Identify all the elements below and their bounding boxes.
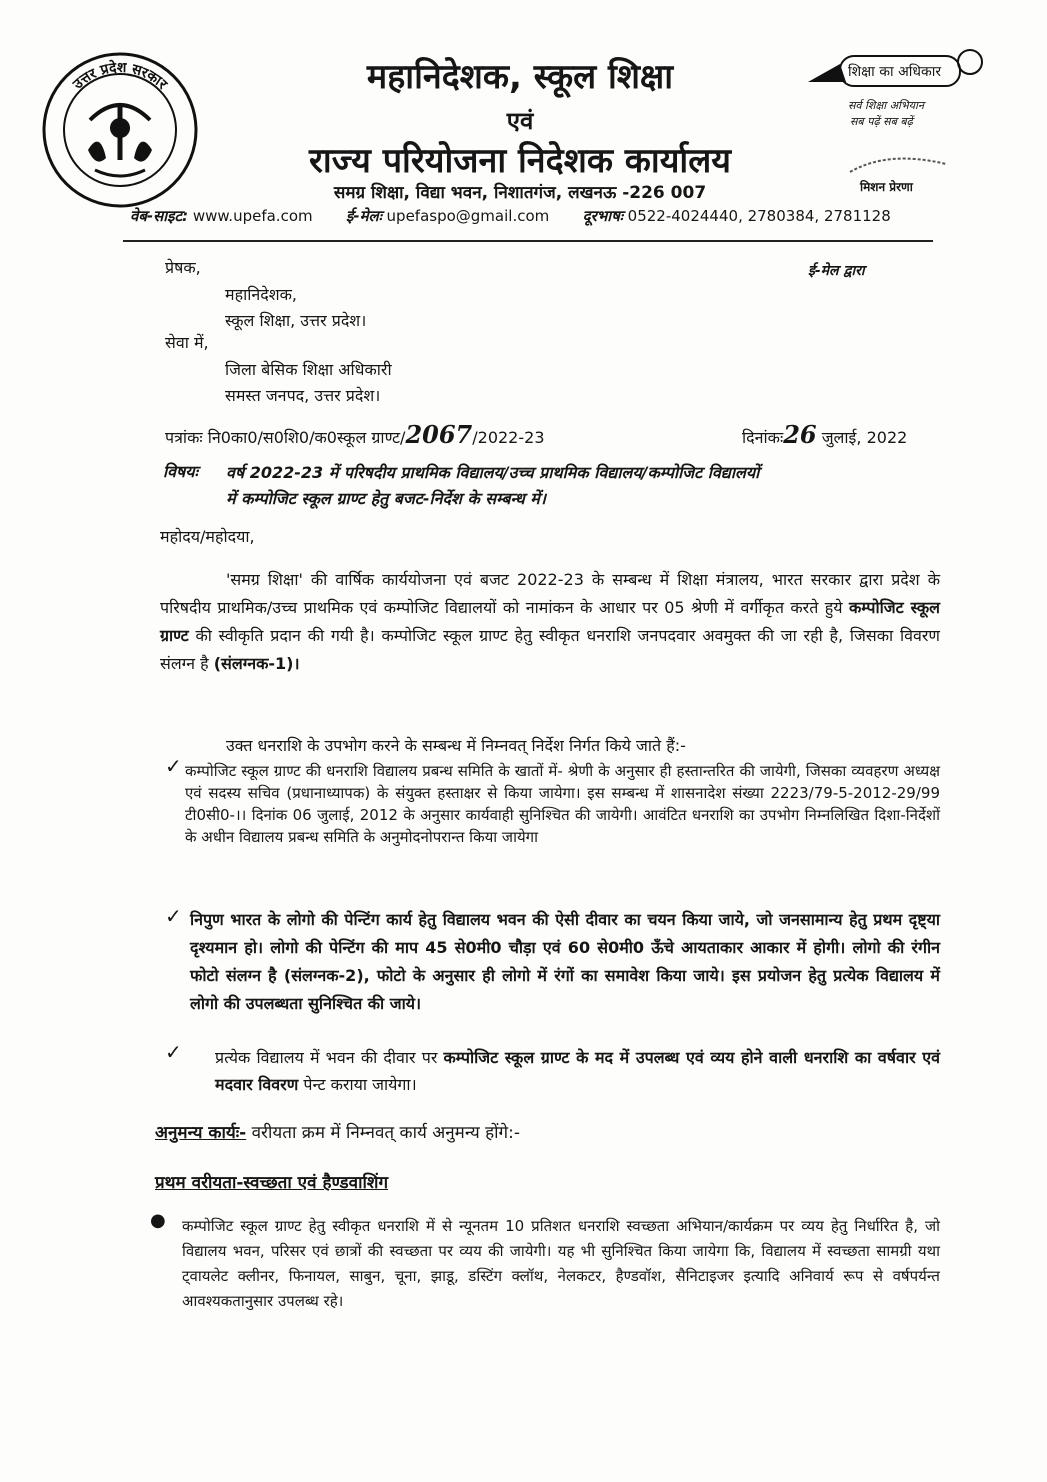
directive-item-1: कम्पोजिट स्कूल ग्राण्ट की धनराशि विद्यालय प्रबन्ध समिति के खातों में- श्रेणी के अनुसार ही हस्तान्तरित की जायेगी, जिसका व्यवहरण अध्यक्ष एवं सदस्य सचिव (प्रधानाध्यापक) के संयुक्त हस्ताक्षर से किया जायेगा। इस सम्बन्ध में शासनादेश संख्या 2223/79-5-2012-29/99 टी0सी0-।। दिनांक 06 जुलाई, 2012 के अनुसार कार्यवाही सुनिश्चित की जायेगी। आवंटित धनराशि का उपभोग निम्नलिखित दिशा-निर्देशों के अधीन विद्यालय प्रबन्ध समिति के अनुमोदनोपरान्त किया जायेगा	[185, 762, 940, 846]
para1-annex: (संलग्नक-1)।	[213, 654, 300, 673]
date-line	[742, 422, 907, 451]
office-title-line1: महानिदेशक, स्कूल शिक्षा	[366, 57, 674, 97]
permissible-text: वरीयता क्रम में निम्नवत् कार्य अनुमन्य होंगे:-	[251, 1123, 520, 1143]
check-icon: ✓	[165, 1040, 182, 1064]
up-govt-emblem	[40, 50, 200, 210]
sarva-line1: सर्व शिक्षा अभियान	[848, 99, 924, 112]
sender-label: प्रेषक,	[165, 258, 201, 277]
mission-prerna-swoosh-icon	[848, 150, 948, 180]
permissible-label: अनुमन्य कार्यः-	[155, 1123, 247, 1143]
directive-item-3	[215, 1044, 940, 1098]
phone-number: 0522-4024440, 2780384, 2781128	[627, 207, 891, 225]
recipient-line2: समस्त जनपद, उत्तर प्रदेश।	[225, 386, 381, 405]
ref-label: पत्रांकः	[165, 428, 203, 447]
header-divider	[123, 240, 933, 242]
item3-text-a: प्रत्येक विद्यालय में भवन की दीवार पर	[215, 1048, 438, 1067]
permissible-works	[155, 1120, 520, 1143]
website-link[interactable]: www.upefa.com	[192, 207, 313, 225]
priority1-heading: प्रथम वरीयता-स्वच्छता एवं हैण्डवाशिंग	[155, 1173, 389, 1193]
salutation: महोदय/महोदया,	[160, 527, 255, 546]
office-title-line2: एवं	[506, 107, 534, 135]
sarva-line2: सब पढ़ें सब बढ़ें	[850, 115, 913, 128]
check-icon: ✓	[165, 754, 182, 778]
date-rest: जुलाई, 2022	[821, 428, 908, 447]
ref-number-handwritten: 2067	[405, 420, 473, 449]
recipient-label: सेवा में,	[165, 333, 209, 352]
sarva-bubble-text: शिक्षा का अधिकार	[848, 64, 942, 80]
recipient-line1: जिला बेसिक शिक्षा अधिकारी	[225, 360, 392, 379]
item3-bold: कम्पोजिट स्कूल ग्राण्ट के मद में उपलब्ध एवं व्यय होने वाली धनराशि का वर्षवार एवं मदवार विवरण	[215, 1048, 940, 1094]
svg-text:उत्तर प्रदेश सरकार: उत्तर प्रदेश सरकार	[70, 59, 171, 93]
date-day-handwritten: 26	[783, 420, 817, 449]
para1-text-b: की स्वीकृति प्रदान की गयी है। कम्पोजिट स्कूल ग्राण्ट हेतु स्वीकृत धनराशि जनपदवार अवमुक्त की जा रही है, जिसका विवरण संलग्न है	[160, 626, 940, 673]
sender-line2: स्कूल शिक्षा, उत्तर प्रदेश।	[225, 311, 367, 330]
email-label: ई-मेलः	[346, 207, 382, 225]
directive-item-2: निपुण भारत के लोगो की पेन्टिंग कार्य हेतु विद्यालय भवन की ऐसी दीवार का चयन किया जाये, जो जनसामान्य हेतु प्रथम दृष्ट्या दृश्यमान हो। लोगो की पेन्टिंग की माप 45 से0मी0 चौड़ा एवं 60 से0मी0 ऊँचे आयताकार आकार में होगी। लोगो की रंगीन फोटो संलग्न है (संलग्नक-2), फोटो के अनुसार ही लोगो में रंगों का समावेश किया जाये। इस प्रयोजन हेतु प्रत्येक विद्यालय में लोगो की उपलब्धता सुनिश्चित की जाये।	[190, 910, 940, 1013]
subject-text	[226, 460, 941, 512]
paragraph-1	[160, 566, 940, 678]
reference-line	[165, 422, 545, 451]
subject-line2: में कम्पोजिट स्कूल ग्राण्ट हेतु बजट-निर्देश के सम्बन्ध में।	[226, 489, 546, 508]
priority1-bullet: कम्पोजिट स्कूल ग्राण्ट हेतु स्वीकृत धनराशि में से न्यूनतम 10 प्रतिशत धनराशि स्वच्छता अभियान/कार्यक्रम पर व्यय हेतु निर्धारित है, जो विद्यालय भवन, परिसर एवं छात्रों की स्वच्छता पर व्यय की जायेगी। यह भी सुनिश्चित किया जायेगा कि, विद्यालय में स्वच्छता सामग्री यथा ट्वायलेट क्लीनर, फिनायल, साबुन, चूना, झाडू, डस्टिंग क्लॉथ, नेलकटर, हैण्डवॉश, सैनिटाइजर इत्यादि अनिवार्य रूप से वर्षपर्यन्त आवश्यकतानुसार उपलब्ध रहे।	[182, 1217, 940, 1310]
ref-prefix: नि0का0/स0शि0/क0स्कूल ग्राण्ट/	[207, 428, 406, 447]
delivery-mode: ई-मेल द्वारा	[808, 263, 865, 279]
right-logos	[800, 42, 1000, 212]
mission-prerna-text: मिशन प्रेरणा	[860, 180, 913, 194]
office-title-line3: राज्य परियोजना निदेशक कार्यालय	[308, 141, 732, 181]
subject-label: विषयः	[163, 462, 198, 481]
para1-text-a: 'समग्र शिक्षा' की वार्षिक कार्ययोजना एवं बजट 2022-23 के सम्बन्ध में शिक्षा मंत्रालय, भारत सरकार द्वारा प्रदेश के परिषदीय प्राथमिक/उच्च प्राथमिक एवं कम्पोजिट विद्यालयों को नामांकन के आधार पर 05 श्रेणी में वर्गीकृत करते हुये	[160, 570, 940, 617]
date-label: दिनांकः	[742, 428, 784, 447]
bullet-icon: ●	[150, 1210, 166, 1231]
phone-label: दूरभाषः	[582, 207, 623, 225]
subject-line1: वर्ष 2022-23 में परिषदीय प्राथमिक विद्यालय/उच्च प्राथमिक विद्यालय/कम्पोजिट विद्यालयों	[226, 463, 760, 482]
ref-year: /2022-23	[472, 428, 545, 447]
email-link[interactable]: upefaspo@gmail.com	[386, 207, 550, 225]
sender-line1: महानिदेशक,	[225, 285, 297, 304]
item3-text-b: पेन्ट कराया जायेगा।	[303, 1075, 417, 1094]
check-icon: ✓	[165, 904, 182, 928]
para1-bold: कम्पोजिट स्कूल ग्राण्ट	[160, 598, 941, 645]
office-address: समग्र शिक्षा, विद्या भवन, निशातगंज, लखनऊ -226 007	[333, 183, 707, 203]
website-label: वेब-साइट:	[130, 207, 189, 225]
paragraph-2: उक्त धनराशि के उपभोग करने के सम्बन्ध में निम्नवत् निर्देश निर्गत किये जाते हैं:-	[226, 736, 686, 755]
